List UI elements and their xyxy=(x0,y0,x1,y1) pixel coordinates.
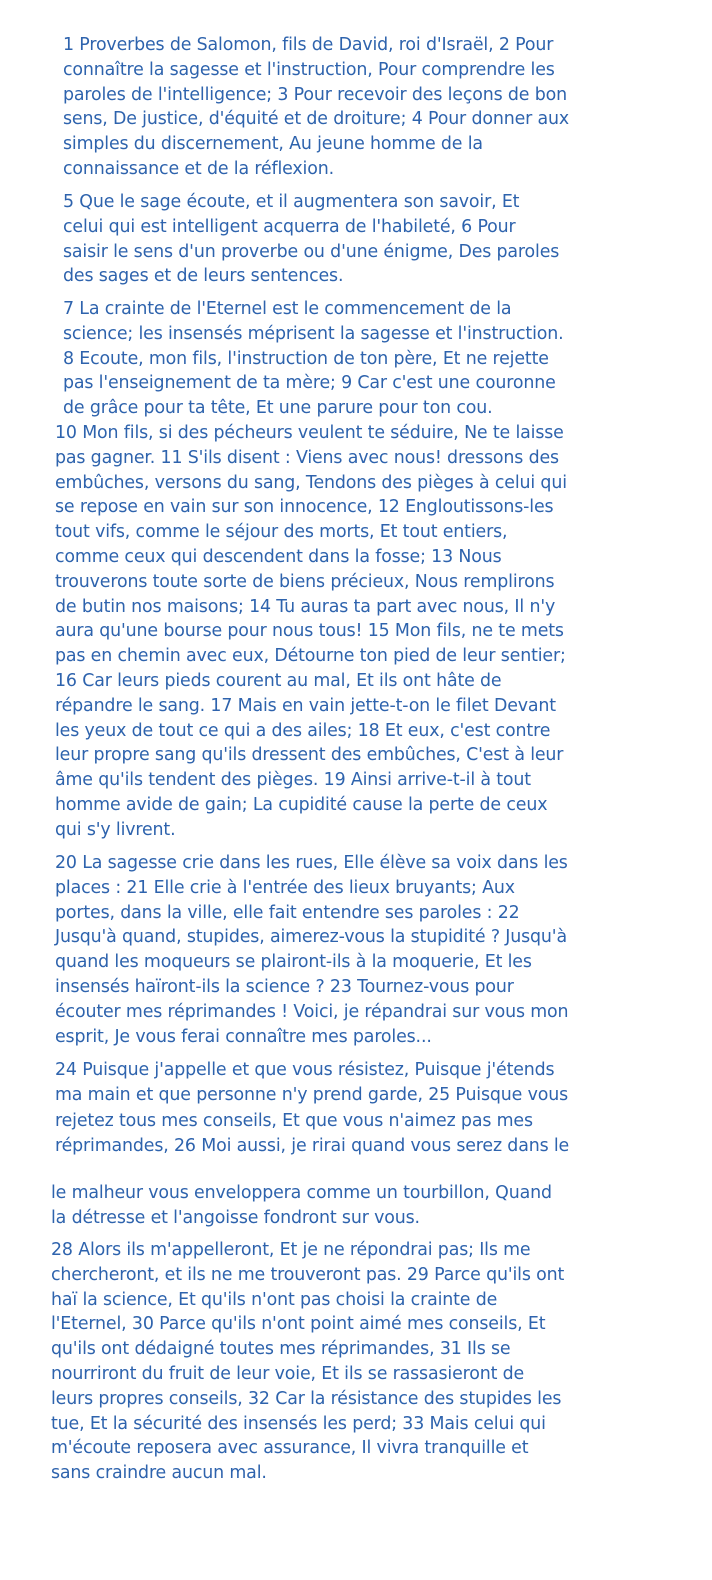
paragraph-verses-28-33: 28 Alors ils m'appelleront, Et je ne répondrai pas; Ils me chercheront, et ils ne me trouveront pas. 29 Parce qu'ils ont haï la science, Et qu'ils n'ont pas choisi la crainte de l'Eternel, 30 Parce qu'ils n'ont point aimé mes conseils, Et qu'ils ont dédaigné toutes mes réprimandes, 31 Ils se nourriront du fruit de leur voie, Et ils se rassasieront de leurs propres conseils, 32 Car la résistance des stupides les tue, Et la sécurité des insensés les perd; 33 Mais celui qui m'écoute reposera avec assurance, Il vivra tranquille et sans craindre aucun mal. xyxy=(51,1240,565,1484)
paragraph-verses-20-23: 20 La sagesse crie dans les rues, Elle élève sa voix dans les places : 21 Elle crie à l'entrée des lieux bruyants; Aux portes, dans la ville, elle fait entendre ses paroles : 22 Jusqu'à quand, stupides, aimerez-vous la stupidité ? Jusqu'à quand les moqueurs se plairont-ils à la moquerie, Et les insensés haïront-ils la science ? 23 Tournez-vous pour écouter mes réprimandes ! Voici, je répandrai sur vous mon esprit, Je vous ferai connaître mes paroles... xyxy=(55,853,569,1047)
paragraph-verses-24-26: 24 Puisque j'appelle et que vous résistez, Puisque j'étends ma main et que personne n'y prend garde, 25 Puisque vous rejetez tous mes conseils, Et que vous n'aimez pas mes réprimandes, 26 Moi aussi, je rirai quand vous serez dans le xyxy=(55,1060,570,1157)
paragraph-verses-7-9: 7 La crainte de l'Eternel est le commencement de la science; les insensés méprisent la sagesse et l'instruction. 8 Ecoute, mon fils, l'instruction de ton père, Et ne rejette pas l'enseignement de ta mère; 9 Car c'est une couronne de grâce pour ta tête, Et une parure pour ton cou. xyxy=(63,299,564,419)
paragraph-verse-27-fragment: le malheur vous enveloppera comme un tourbillon, Quand la détresse et l'angoisse fondront sur vous. xyxy=(51,1183,552,1228)
paragraph-verses-5-6: 5 Que le sage écoute, et il augmentera son savoir, Et celui qui est intelligent acquerra de l'habileté, 6 Pour saisir le sens d'un proverbe ou d'une énigme, Des paroles des sages et de leurs sentences. xyxy=(63,192,560,287)
paragraph-verses-1-4: 1 Proverbes de Salomon, fils de David, roi d'Israël, 2 Pour connaître la sagesse et l'instruction, Pour comprendre les paroles de l'intelligence; 3 Pour recevoir des leçons de bon sens, De justice, d'équité et de droiture; 4 Pour donner aux simples du discernement, Au jeune homme de la connaissance et de la réflexion. xyxy=(63,35,570,179)
paragraph-verses-10-19: 10 Mon fils, si des pécheurs veulent te séduire, Ne te laisse pas gagner. 11 S'ils disent : Viens avec nous! dressons des embûches, versons du sang, Tendons des pièges à celui qui se repose en vain sur son innocence, 12 Engloutissons-les tout vifs, comme le séjour des morts, Et tout entiers, comme ceux qui descendent dans la fosse; 13 Nous trouverons toute sorte de biens précieux, Nous remplirons de butin nos maisons; 14 Tu auras ta part avec nous, Il n'y aura qu'une bourse pour nous tous! 15 Mon fils, ne te mets pas en chemin avec eux, Détourne ton pied de leur sentier; 16 Car leurs pieds courent au mal, Et ils ont hâte de répandre le sang. 17 Mais en vain jette-t-on le filet Devant les yeux de tout ce qui a des ailes; 18 Et eux, c'est contre leur propre sang qu'ils dressent des embûches, C'est à leur âme qu'ils tendent des pièges. 19 Ainsi arrive-t-il à tout homme avide de gain; La cupidité cause la perte de ceux qui s'y livrent. xyxy=(55,423,567,840)
